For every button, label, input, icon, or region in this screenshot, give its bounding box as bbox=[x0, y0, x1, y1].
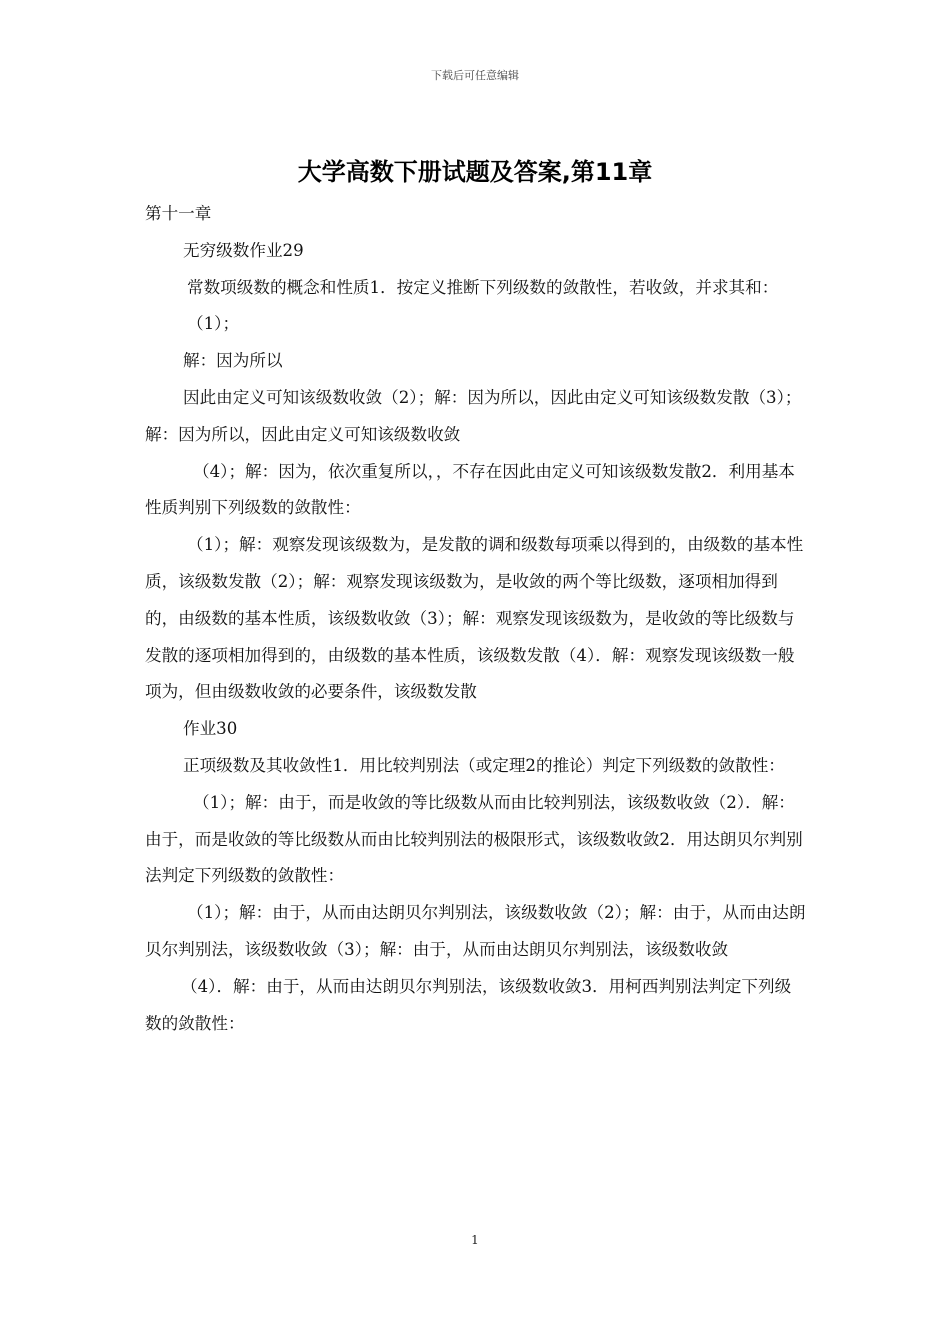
paragraph: （1）；解：由于，而是收敛的等比级数从而由比较判别法，该级数收敛（2）．解：由于，而是收敛的等比级数从而由比较判别法的极限形式，该级数收敛2．用达朗贝尔判别法判定下列级数的敛散性： bbox=[145, 792, 803, 886]
paragraph: （1）；解：由于，从而由达朗贝尔判别法，该级数收敛（2）；解：由于，从而由达朗贝尔判别法，该级数收敛（3）；解：由于，从而由达朗贝尔判别法，该级数收敛 bbox=[145, 903, 806, 959]
paragraph: 常数项级数的概念和性质1．按定义推断下列级数的敛散性，若收敛，并求其和： bbox=[187, 277, 779, 297]
chapter-heading: 第十一章 bbox=[145, 204, 212, 223]
paragraph: （4）．解：由于，从而由达朗贝尔判别法，该级数收敛3．用柯西判别法判定下列级数的敛散性： bbox=[145, 976, 792, 1033]
page-number: 1 bbox=[471, 1233, 479, 1247]
assignment-heading-29: 无穷级数作业29 bbox=[183, 240, 304, 260]
paragraph: （4）；解：因为，依次重复所以，，不存在因此由定义可知该级数发散2．利用基本性质判别下列级数的敛散性： bbox=[145, 461, 795, 518]
paragraph: 因此由定义可知该级数收敛（2）；解：因为所以，因此由定义可知该级数发散（3）；解：因为所以，因此由定义可知该级数收敛 bbox=[145, 387, 802, 444]
document-body bbox=[145, 196, 807, 1042]
paragraph: （1）； bbox=[187, 314, 240, 334]
paragraph: 解：因为所以 bbox=[183, 351, 283, 371]
document-title: 大学高数下册试题及答案,第11章 bbox=[297, 158, 653, 186]
header-note: 下载后可任意编辑 bbox=[431, 69, 519, 82]
paragraph: 正项级数及其收敛性1．用比较判别法（或定理2的推论）判定下列级数的敛散性： bbox=[183, 755, 785, 775]
paragraph: （1）；解：观察发现该级数为，是发散的调和级数每项乘以得到的，由级数的基本性质，该级数发散（2）；解：观察发现该级数为，是收敛的两个等比级数，逐项相加得到的，由级数的基本性质，该级数收敛（3）；解：观察发现该级数为，是收敛的等比级数与发散的逐项相加得到的，由级数的基本性质，该级数发散（4）．解：观察发现该级数一般项为，但由级数收敛的必要条件，该级数发散 bbox=[145, 535, 804, 702]
assignment-heading-30: 作业30 bbox=[183, 719, 238, 739]
